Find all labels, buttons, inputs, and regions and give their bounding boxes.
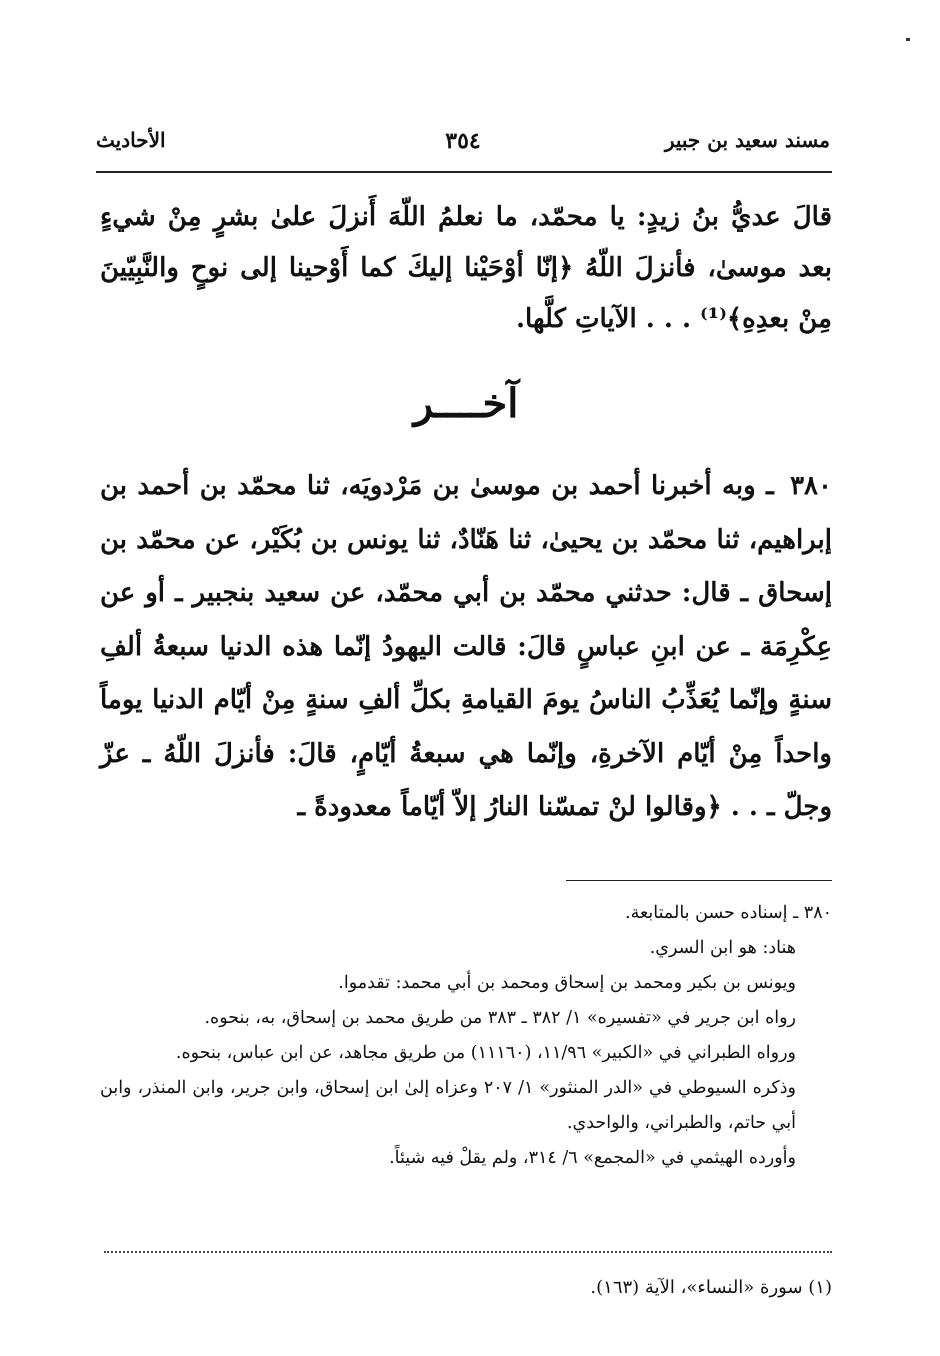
section-heading: آخــــر <box>413 380 519 427</box>
hadith-number: ٣٨٠ <box>790 471 832 501</box>
intro-paragraph: قالَ عديُّ بنُ زيدٍ: يا محمّد، ما نعلمُ اللّهَ أَنزلَ علىٰ بشرٍ مِنْ شيءٍ بعد موسىٰ، فأنزلَ اللّهُ ﴿إنّا أوْحَيْنا إليكَ كما أَوْحينا إلى نوحٍ والنَّبِيّينَ مِنْ بعدِهِ﴾⁽¹⁾ . . . الآياتِ كلَّها. <box>100 202 832 334</box>
footnote-divider <box>104 1251 832 1253</box>
hadith-paragraph <box>100 460 832 835</box>
header-rule <box>96 171 832 173</box>
commentary-notes <box>100 896 832 1176</box>
note-item: رواه ابن جرير في «تفسيره» ١/ ٣٨٢ ـ ٣٨٣ من طريق محمد بن إسحاق، به، بنحوه. <box>204 1008 796 1028</box>
scan-speck <box>906 38 910 41</box>
page-number: ٣٥٤ <box>445 128 481 154</box>
note-item: وذكره السيوطي في «الدر المنثور» ١/ ٢٠٧ وعزاه إلىٰ ابن إسحاق، وابن جرير، وابن المنذر، وابن أبي حاتم، والطبراني، والواحدي. <box>100 1078 796 1133</box>
running-header <box>96 128 830 168</box>
note-item: ورواه الطبراني في «الكبير» ١١/٩٦، (١١١٦٠) من طريق مجاهد، عن ابن عباس، بنحوه. <box>175 1043 796 1063</box>
section-title: الأحاديث <box>96 128 166 152</box>
note-item: ٣٨٠ ـ إسناده حسن بالمتابعة. <box>625 903 832 923</box>
note-item: هناد: هو ابن السري. <box>649 938 796 958</box>
note-item: ويونس بن بكير ومحمد بن إسحاق ومحمد بن أبي محمد: تقدموا. <box>338 973 796 993</box>
hadith-text: ـ وبه أخبرنا أحمد بن موسىٰ بن مَرْدويَه، ثنا محمّد بن أحمد بن إبراهيم، ثنا محمّد بن يحيىٰ، ثنا هَنّادٌ، ثنا يونس بن بُكَيْر، عن محمّد بن إسحاق ـ قال: حدثني محمّد بن أبي محمّد، عن سعيد بنجبير ـ أو عن عِكْرِمَة ـ عن ابنِ عباسٍ قالَ: قالت اليهودُ إنّما هذه الدنيا سبعةُ ألفِ سنةٍ وإنّما يُعَذِّبُ الناسُ يومَ القيامةِ بكلِّ ألفِ سنةٍ مِنْ أيّام الدنيا يوماً واحداً مِنْ أيّام الآخرةِ، وإنّما هي سبعةُ أيّامٍ، قالَ: فأنزلَ اللّهُ ـ عزّ وجلّ ـ . . ﴿وقالوا لنْ تمسّنا النارُ إلاّ أيّاماً معدودةً ـ <box>100 471 832 822</box>
footnote: (١) سورة «النساء»، الآية (١٦٣). <box>590 1277 832 1298</box>
note-item: وأورده الهيثمي في «المجمع» ٦/ ٣١٤، ولم يقلْ فيه شيئاً. <box>389 1148 796 1168</box>
notes-rule <box>566 880 832 881</box>
book-title: مسند سعيد بن جبير <box>664 128 830 152</box>
